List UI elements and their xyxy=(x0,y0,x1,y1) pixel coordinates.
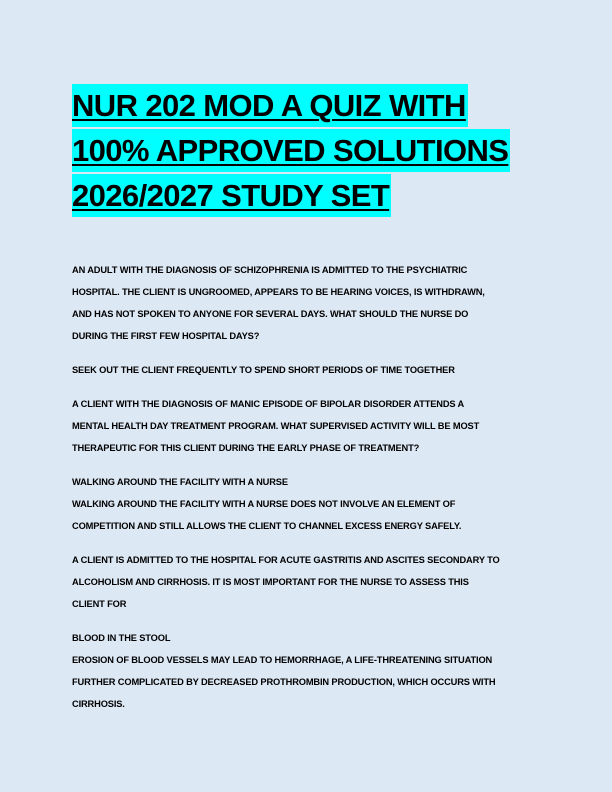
text-line: DURING THE FIRST FEW HOSPITAL DAYS? xyxy=(72,331,260,341)
text-line: THERAPEUTIC FOR THIS CLIENT DURING THE EARLY PHASE OF TREATMENT? xyxy=(72,443,420,453)
text-line: COMPETITION AND STILL ALLOWS THE CLIENT TO CHANNEL EXCESS ENERGY SAFELY. xyxy=(72,521,462,531)
text-line: A CLIENT WITH THE DIAGNOSIS OF MANIC EPISODE OF BIPOLAR DISORDER ATTENDS A xyxy=(72,399,465,409)
text-line: MENTAL HEALTH DAY TREATMENT PROGRAM. WHAT SUPERVISED ACTIVITY WILL BE MOST xyxy=(72,421,480,431)
text-line: BLOOD IN THE STOOL xyxy=(72,633,171,643)
text-line: SEEK OUT THE CLIENT FREQUENTLY TO SPEND SHORT PERIODS OF TIME TOGETHER xyxy=(72,365,455,375)
text-line: ALCOHOLISM AND CIRRHOSIS. IT IS MOST IMPORTANT FOR THE NURSE TO ASSESS THIS xyxy=(72,577,469,587)
text-line: CIRRHOSIS. xyxy=(72,699,125,709)
question-paragraph xyxy=(72,259,542,347)
document-title xyxy=(72,84,542,219)
question-paragraph xyxy=(72,549,542,615)
answer-paragraph xyxy=(72,471,542,537)
text-line: EROSION OF BLOOD VESSELS MAY LEAD TO HEMORRHAGE, A LIFE-THREATENING SITUATION xyxy=(72,655,493,665)
text-line: A CLIENT IS ADMITTED TO THE HOSPITAL FOR ACUTE GASTRITIS AND ASCITES SECONDARY TO xyxy=(72,555,500,565)
text-line: AN ADULT WITH THE DIAGNOSIS OF SCHIZOPHRENIA IS ADMITTED TO THE PSYCHIATRIC xyxy=(72,265,468,275)
document-body xyxy=(72,259,542,727)
text-line: WALKING AROUND THE FACILITY WITH A NURSE DOES NOT INVOLVE AN ELEMENT OF xyxy=(72,499,456,509)
text-line: WALKING AROUND THE FACILITY WITH A NURSE xyxy=(72,477,288,487)
title-line: NUR 202 MOD A QUIZ WITH xyxy=(72,84,468,127)
question-paragraph xyxy=(72,393,542,459)
text-line: HOSPITAL. THE CLIENT IS UNGROOMED, APPEARS TO BE HEARING VOICES, IS WITHDRAWN, xyxy=(72,287,485,297)
text-line: AND HAS NOT SPOKEN TO ANYONE FOR SEVERAL DAYS. WHAT SHOULD THE NURSE DO xyxy=(72,309,469,319)
title-line: 2026/2027 STUDY SET xyxy=(72,174,391,217)
title-line: 100% APPROVED SOLUTIONS xyxy=(72,129,510,172)
text-line: FURTHER COMPLICATED BY DECREASED PROTHROMBIN PRODUCTION, WHICH OCCURS WITH xyxy=(72,677,496,687)
answer-paragraph xyxy=(72,627,542,715)
text-line: CLIENT FOR xyxy=(72,599,127,609)
answer-paragraph xyxy=(72,359,542,381)
